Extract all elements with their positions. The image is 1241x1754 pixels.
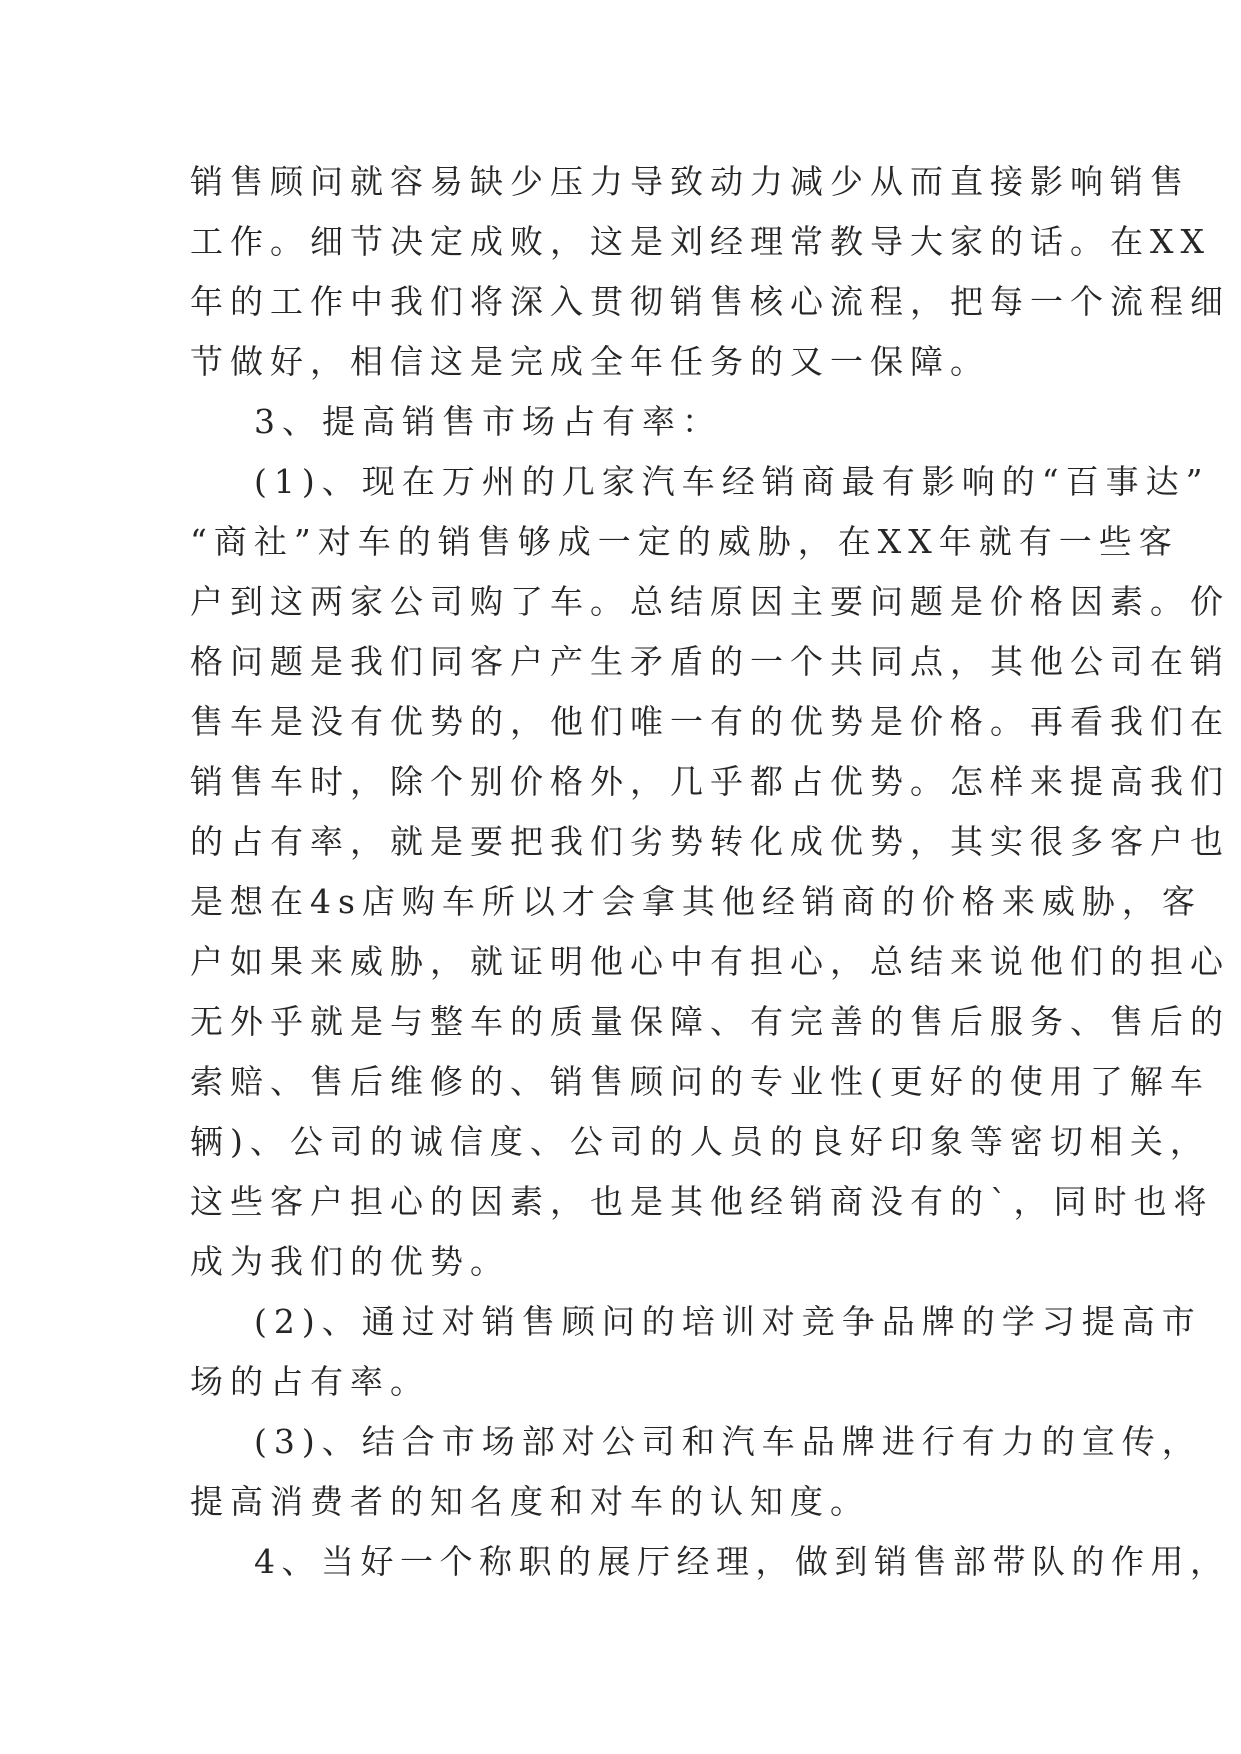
- body-text-line: 销售车时，除个别价格外，几乎都占优势。怎样来提高我们: [190, 762, 1230, 801]
- body-text-line: 户到这两家公司购了车。总结原因主要问题是价格因素。价: [190, 582, 1230, 621]
- body-text-line: 销售顾问就容易缺少压力导致动力减少从而直接影响销售: [190, 162, 1190, 201]
- body-text-line: (1)、现在万州的几家汽车经销商最有影响的“百事达”: [254, 462, 1210, 501]
- body-text-line: 场的占有率。: [190, 1362, 430, 1401]
- body-text-line: 提高消费者的知名度和对车的认知度。: [190, 1482, 870, 1521]
- body-text-line: 是想在4s店购车所以才会拿其他经销商的价格来威胁，客: [190, 882, 1202, 921]
- body-text-line: 索赔、售后维修的、销售顾问的专业性(更好的使用了解车: [190, 1062, 1210, 1101]
- body-text-line: 辆)、公司的诚信度、公司的人员的良好印象等密切相关，: [190, 1122, 1210, 1161]
- body-text-line: 这些客户担心的因素，也是其他经销商没有的`，同时也将: [190, 1182, 1214, 1221]
- body-text-line: (3)、结合市场部对公司和汽车品牌进行有力的宣传，: [254, 1422, 1202, 1461]
- body-text-line: “商社”对车的销售够成一定的威胁，在XX年就有一些客: [190, 522, 1179, 561]
- section-heading-4: 4、当好一个称职的展厅经理，做到销售部带队的作用，: [254, 1542, 1230, 1581]
- body-text-line: 成为我们的优势。: [190, 1242, 510, 1281]
- body-text-line: 格问题是我们同客户产生矛盾的一个共同点，其他公司在销: [190, 642, 1230, 681]
- body-text-line: 年的工作中我们将深入贯彻销售核心流程，把每一个流程细: [190, 282, 1230, 321]
- body-text-line: 节做好，相信这是完成全年任务的又一保障。: [190, 342, 990, 381]
- body-text-line: 户如果来威胁，就证明他心中有担心，总结来说他们的担心: [190, 942, 1230, 981]
- body-text-line: 工作。细节决定成败，这是刘经理常教导大家的话。在XX: [190, 222, 1211, 261]
- body-text-line: 无外乎就是与整车的质量保障、有完善的售后服务、售后的: [190, 1002, 1230, 1041]
- body-text-line: 的占有率，就是要把我们劣势转化成优势，其实很多客户也: [190, 822, 1230, 861]
- body-text-line: 售车是没有优势的，他们唯一有的优势是价格。再看我们在: [190, 702, 1230, 741]
- section-heading-3: 3、提高销售市场占有率：: [254, 402, 722, 441]
- body-text-line: (2)、通过对销售顾问的培训对竞争品牌的学习提高市: [254, 1302, 1202, 1341]
